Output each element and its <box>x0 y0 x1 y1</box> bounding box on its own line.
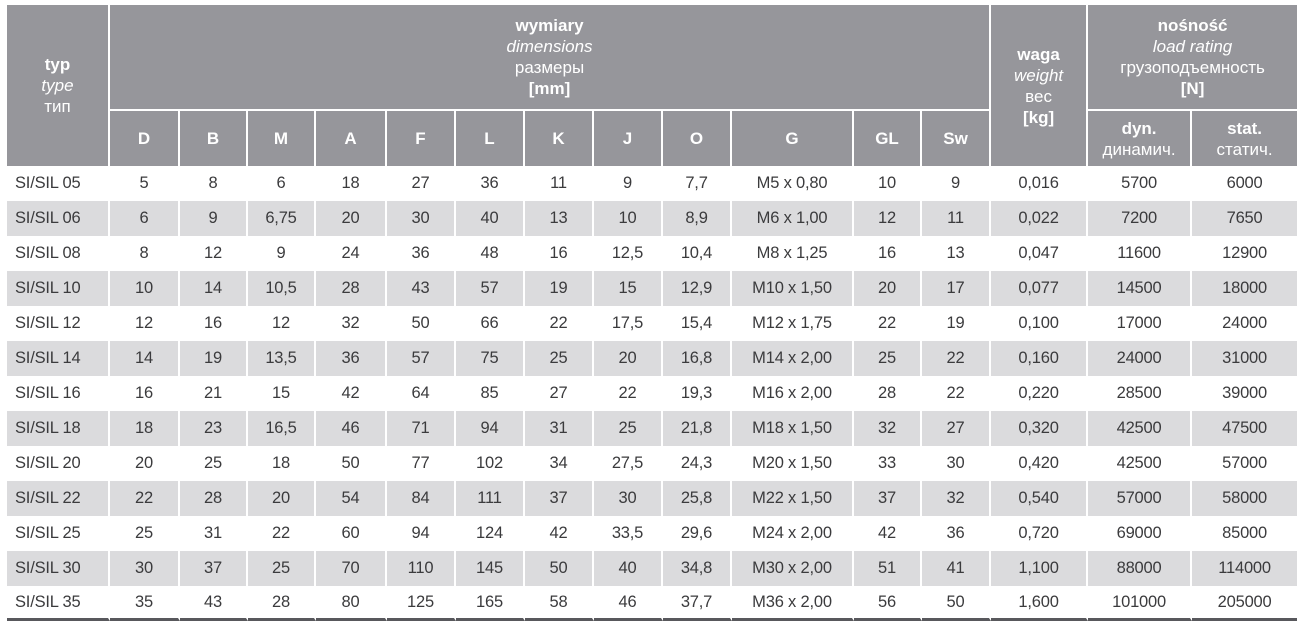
row-type-label: SI/SIL 14 <box>7 341 110 376</box>
column-header-dyn <box>1088 111 1192 166</box>
cell-m: 28 <box>248 586 316 621</box>
cell-a: 60 <box>316 516 387 551</box>
cell-g: M24 x 2,00 <box>732 516 854 551</box>
cell-load-stat: 7650 <box>1192 201 1297 236</box>
cell-gl: 51 <box>854 551 922 586</box>
cell-k: 13 <box>525 201 594 236</box>
cell-sw: 50 <box>922 586 991 621</box>
cell-sw: 19 <box>922 306 991 341</box>
cell-k: 42 <box>525 516 594 551</box>
column-header-j: J <box>594 111 663 166</box>
cell-j: 33,5 <box>594 516 663 551</box>
cell-a: 36 <box>316 341 387 376</box>
table-row <box>7 446 1297 481</box>
cell-weight: 0,320 <box>991 411 1088 446</box>
cell-a: 32 <box>316 306 387 341</box>
cell-g: M36 x 2,00 <box>732 586 854 621</box>
cell-gl: 16 <box>854 236 922 271</box>
row-type-label: SI/SIL 12 <box>7 306 110 341</box>
cell-weight: 0,077 <box>991 271 1088 306</box>
spec-table <box>7 5 1297 621</box>
cell-l: 57 <box>456 271 525 306</box>
cell-j: 10 <box>594 201 663 236</box>
cell-f: 30 <box>387 201 456 236</box>
cell-m: 6 <box>248 166 316 201</box>
cell-load-dyn: 14500 <box>1088 271 1192 306</box>
cell-k: 50 <box>525 551 594 586</box>
dyn-label: dyn. <box>1121 118 1157 138</box>
cell-g: M10 x 1,50 <box>732 271 854 306</box>
column-header-type <box>7 5 110 166</box>
cell-l: 85 <box>456 376 525 411</box>
cell-gl: 56 <box>854 586 922 621</box>
cell-weight: 0,016 <box>991 166 1088 201</box>
load-rating-label-en: load rating <box>1152 37 1233 56</box>
column-header-m: M <box>248 111 316 166</box>
weight-label-en: weight <box>1013 65 1064 85</box>
row-type-label: SI/SIL 08 <box>7 236 110 271</box>
cell-g: M5 x 0,80 <box>732 166 854 201</box>
dimensions-label-en: dimensions <box>506 37 593 56</box>
cell-load-dyn: 17000 <box>1088 306 1192 341</box>
cell-load-stat: 85000 <box>1192 516 1297 551</box>
row-type-label: SI/SIL 10 <box>7 271 110 306</box>
cell-m: 22 <box>248 516 316 551</box>
cell-l: 165 <box>456 586 525 621</box>
cell-sw: 30 <box>922 446 991 481</box>
cell-gl: 28 <box>854 376 922 411</box>
cell-l: 48 <box>456 236 525 271</box>
cell-load-stat: 58000 <box>1192 481 1297 516</box>
cell-m: 12 <box>248 306 316 341</box>
row-type-label: SI/SIL 35 <box>7 586 110 621</box>
cell-gl: 32 <box>854 411 922 446</box>
cell-b: 9 <box>180 201 248 236</box>
cell-g: M8 x 1,25 <box>732 236 854 271</box>
cell-load-stat: 57000 <box>1192 446 1297 481</box>
cell-d: 20 <box>110 446 180 481</box>
cell-a: 42 <box>316 376 387 411</box>
cell-o: 29,6 <box>663 516 732 551</box>
cell-d: 8 <box>110 236 180 271</box>
row-type-label: SI/SIL 30 <box>7 551 110 586</box>
cell-o: 16,8 <box>663 341 732 376</box>
cell-g: M14 x 2,00 <box>732 341 854 376</box>
cell-sw: 11 <box>922 201 991 236</box>
cell-f: 84 <box>387 481 456 516</box>
cell-k: 37 <box>525 481 594 516</box>
cell-f: 36 <box>387 236 456 271</box>
cell-b: 31 <box>180 516 248 551</box>
cell-sw: 13 <box>922 236 991 271</box>
cell-o: 37,7 <box>663 586 732 621</box>
cell-g: M18 x 1,50 <box>732 411 854 446</box>
row-type-label: SI/SIL 16 <box>7 376 110 411</box>
type-label-ru: тип <box>44 97 71 116</box>
cell-load-stat: 12900 <box>1192 236 1297 271</box>
cell-weight: 1,100 <box>991 551 1088 586</box>
cell-m: 18 <box>248 446 316 481</box>
cell-o: 21,8 <box>663 411 732 446</box>
table-body <box>7 166 1297 621</box>
cell-j: 12,5 <box>594 236 663 271</box>
cell-l: 40 <box>456 201 525 236</box>
cell-weight: 0,160 <box>991 341 1088 376</box>
cell-m: 16,5 <box>248 411 316 446</box>
cell-l: 66 <box>456 306 525 341</box>
cell-o: 8,9 <box>663 201 732 236</box>
table-row <box>7 201 1297 236</box>
cell-o: 24,3 <box>663 446 732 481</box>
stat-label-ru: статич. <box>1216 139 1273 159</box>
cell-b: 43 <box>180 586 248 621</box>
row-type-label: SI/SIL 25 <box>7 516 110 551</box>
cell-d: 25 <box>110 516 180 551</box>
cell-k: 19 <box>525 271 594 306</box>
cell-sw: 9 <box>922 166 991 201</box>
dimensions-label-ru: размеры <box>514 58 585 77</box>
table-row <box>7 341 1297 376</box>
table-row <box>7 481 1297 516</box>
dimensions-unit: [mm] <box>528 79 571 98</box>
cell-d: 6 <box>110 201 180 236</box>
column-header-stat <box>1192 111 1297 166</box>
cell-load-dyn: 42500 <box>1088 446 1192 481</box>
cell-load-dyn: 7200 <box>1088 201 1192 236</box>
cell-d: 14 <box>110 341 180 376</box>
cell-a: 80 <box>316 586 387 621</box>
cell-j: 27,5 <box>594 446 663 481</box>
cell-o: 10,4 <box>663 236 732 271</box>
column-header-a: A <box>316 111 387 166</box>
cell-load-stat: 24000 <box>1192 306 1297 341</box>
column-header-o: O <box>663 111 732 166</box>
dyn-label-ru: динамич. <box>1102 139 1176 159</box>
cell-weight: 0,047 <box>991 236 1088 271</box>
cell-k: 25 <box>525 341 594 376</box>
weight-label-ru: вес <box>1025 86 1052 106</box>
cell-weight: 0,540 <box>991 481 1088 516</box>
table-row <box>7 516 1297 551</box>
table-header <box>7 5 1297 166</box>
dimensions-label-pl: wymiary <box>515 16 584 35</box>
cell-load-dyn: 24000 <box>1088 341 1192 376</box>
cell-j: 17,5 <box>594 306 663 341</box>
cell-j: 9 <box>594 166 663 201</box>
cell-b: 23 <box>180 411 248 446</box>
cell-d: 22 <box>110 481 180 516</box>
cell-o: 12,9 <box>663 271 732 306</box>
column-header-k: K <box>525 111 594 166</box>
cell-load-dyn: 69000 <box>1088 516 1192 551</box>
cell-o: 25,8 <box>663 481 732 516</box>
cell-j: 15 <box>594 271 663 306</box>
stat-label: stat. <box>1227 118 1263 138</box>
load-rating-unit: [N] <box>1180 79 1205 98</box>
cell-gl: 37 <box>854 481 922 516</box>
cell-weight: 0,220 <box>991 376 1088 411</box>
cell-l: 124 <box>456 516 525 551</box>
cell-b: 19 <box>180 341 248 376</box>
cell-l: 75 <box>456 341 525 376</box>
cell-m: 15 <box>248 376 316 411</box>
cell-d: 16 <box>110 376 180 411</box>
cell-b: 8 <box>180 166 248 201</box>
cell-load-stat: 205000 <box>1192 586 1297 621</box>
cell-a: 46 <box>316 411 387 446</box>
cell-sw: 22 <box>922 376 991 411</box>
cell-m: 10,5 <box>248 271 316 306</box>
cell-m: 25 <box>248 551 316 586</box>
cell-a: 20 <box>316 201 387 236</box>
cell-gl: 20 <box>854 271 922 306</box>
cell-sw: 41 <box>922 551 991 586</box>
cell-f: 77 <box>387 446 456 481</box>
cell-o: 34,8 <box>663 551 732 586</box>
cell-g: M6 x 1,00 <box>732 201 854 236</box>
cell-a: 70 <box>316 551 387 586</box>
cell-b: 37 <box>180 551 248 586</box>
cell-weight: 0,420 <box>991 446 1088 481</box>
cell-k: 11 <box>525 166 594 201</box>
cell-load-stat: 47500 <box>1192 411 1297 446</box>
cell-f: 64 <box>387 376 456 411</box>
type-label-en: type <box>41 76 74 95</box>
table-row <box>7 166 1297 201</box>
cell-load-dyn: 28500 <box>1088 376 1192 411</box>
column-header-sw: Sw <box>922 111 991 166</box>
cell-f: 43 <box>387 271 456 306</box>
cell-load-dyn: 5700 <box>1088 166 1192 201</box>
cell-m: 20 <box>248 481 316 516</box>
cell-load-dyn: 101000 <box>1088 586 1192 621</box>
cell-l: 111 <box>456 481 525 516</box>
cell-d: 10 <box>110 271 180 306</box>
cell-l: 94 <box>456 411 525 446</box>
cell-a: 18 <box>316 166 387 201</box>
type-label-pl: typ <box>44 55 71 74</box>
table-row <box>7 306 1297 341</box>
cell-f: 110 <box>387 551 456 586</box>
cell-weight: 0,022 <box>991 201 1088 236</box>
cell-a: 28 <box>316 271 387 306</box>
cell-k: 34 <box>525 446 594 481</box>
cell-gl: 42 <box>854 516 922 551</box>
row-type-label: SI/SIL 06 <box>7 201 110 236</box>
cell-m: 13,5 <box>248 341 316 376</box>
cell-o: 7,7 <box>663 166 732 201</box>
cell-f: 57 <box>387 341 456 376</box>
cell-gl: 22 <box>854 306 922 341</box>
cell-f: 125 <box>387 586 456 621</box>
cell-sw: 36 <box>922 516 991 551</box>
cell-k: 22 <box>525 306 594 341</box>
cell-f: 71 <box>387 411 456 446</box>
cell-f: 50 <box>387 306 456 341</box>
cell-k: 27 <box>525 376 594 411</box>
cell-load-stat: 39000 <box>1192 376 1297 411</box>
table-row <box>7 236 1297 271</box>
cell-j: 46 <box>594 586 663 621</box>
cell-sw: 22 <box>922 341 991 376</box>
cell-d: 12 <box>110 306 180 341</box>
column-group-dimensions <box>110 5 991 111</box>
cell-o: 19,3 <box>663 376 732 411</box>
column-header-b: B <box>180 111 248 166</box>
cell-j: 25 <box>594 411 663 446</box>
cell-weight: 0,100 <box>991 306 1088 341</box>
column-header-l: L <box>456 111 525 166</box>
cell-j: 40 <box>594 551 663 586</box>
cell-b: 16 <box>180 306 248 341</box>
load-rating-label-ru: грузоподъемность <box>1120 58 1265 77</box>
cell-sw: 32 <box>922 481 991 516</box>
column-header-g: G <box>732 111 854 166</box>
weight-unit: [kg] <box>1022 107 1055 127</box>
table-row <box>7 586 1297 621</box>
row-type-label: SI/SIL 20 <box>7 446 110 481</box>
cell-j: 30 <box>594 481 663 516</box>
cell-g: M30 x 2,00 <box>732 551 854 586</box>
load-rating-label-pl: nośność <box>1157 16 1228 35</box>
cell-a: 24 <box>316 236 387 271</box>
cell-a: 54 <box>316 481 387 516</box>
row-type-label: SI/SIL 05 <box>7 166 110 201</box>
cell-d: 5 <box>110 166 180 201</box>
cell-b: 21 <box>180 376 248 411</box>
cell-b: 14 <box>180 271 248 306</box>
row-type-label: SI/SIL 18 <box>7 411 110 446</box>
cell-g: M22 x 1,50 <box>732 481 854 516</box>
table-row <box>7 551 1297 586</box>
cell-l: 145 <box>456 551 525 586</box>
cell-k: 31 <box>525 411 594 446</box>
cell-gl: 25 <box>854 341 922 376</box>
cell-sw: 17 <box>922 271 991 306</box>
cell-g: M12 x 1,75 <box>732 306 854 341</box>
cell-gl: 33 <box>854 446 922 481</box>
column-header-weight <box>991 5 1088 166</box>
row-type-label: SI/SIL 22 <box>7 481 110 516</box>
cell-f: 94 <box>387 516 456 551</box>
cell-b: 28 <box>180 481 248 516</box>
cell-d: 18 <box>110 411 180 446</box>
cell-load-stat: 6000 <box>1192 166 1297 201</box>
cell-load-dyn: 57000 <box>1088 481 1192 516</box>
cell-g: M20 x 1,50 <box>732 446 854 481</box>
cell-weight: 1,600 <box>991 586 1088 621</box>
cell-f: 27 <box>387 166 456 201</box>
cell-sw: 27 <box>922 411 991 446</box>
cell-b: 12 <box>180 236 248 271</box>
cell-load-dyn: 11600 <box>1088 236 1192 271</box>
cell-load-stat: 114000 <box>1192 551 1297 586</box>
cell-j: 20 <box>594 341 663 376</box>
weight-label-pl: waga <box>1017 44 1060 64</box>
cell-l: 36 <box>456 166 525 201</box>
cell-o: 15,4 <box>663 306 732 341</box>
table-row <box>7 376 1297 411</box>
cell-a: 50 <box>316 446 387 481</box>
cell-d: 35 <box>110 586 180 621</box>
column-header-f: F <box>387 111 456 166</box>
cell-m: 6,75 <box>248 201 316 236</box>
cell-g: M16 x 2,00 <box>732 376 854 411</box>
column-group-load-rating <box>1088 5 1297 111</box>
cell-l: 102 <box>456 446 525 481</box>
cell-load-dyn: 88000 <box>1088 551 1192 586</box>
cell-b: 25 <box>180 446 248 481</box>
cell-gl: 12 <box>854 201 922 236</box>
cell-weight: 0,720 <box>991 516 1088 551</box>
cell-j: 22 <box>594 376 663 411</box>
cell-d: 30 <box>110 551 180 586</box>
table-row <box>7 271 1297 306</box>
cell-m: 9 <box>248 236 316 271</box>
cell-gl: 10 <box>854 166 922 201</box>
cell-k: 16 <box>525 236 594 271</box>
column-header-d: D <box>110 111 180 166</box>
cell-load-stat: 18000 <box>1192 271 1297 306</box>
cell-load-stat: 31000 <box>1192 341 1297 376</box>
cell-load-dyn: 42500 <box>1088 411 1192 446</box>
table-row <box>7 411 1297 446</box>
cell-k: 58 <box>525 586 594 621</box>
column-header-gl: GL <box>854 111 922 166</box>
